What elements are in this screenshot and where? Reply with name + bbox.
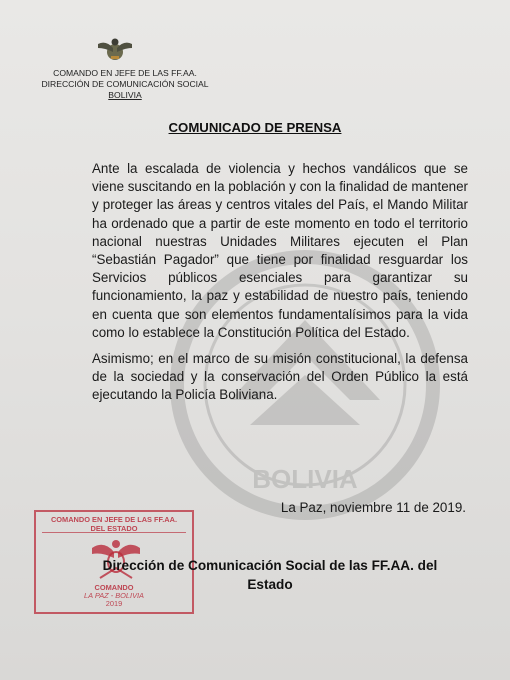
document-date: La Paz, noviembre 11 de 2019. [280, 500, 466, 515]
header-line-3: BOLIVIA [108, 90, 142, 100]
document-title-text: COMUNICADO DE PRENSA [168, 120, 342, 135]
signature-block [60, 556, 480, 594]
stamp-line-1: COMANDO EN JEFE DE LAS FF.AA. [50, 515, 178, 524]
document-body [92, 160, 468, 413]
military-eagle-emblem-icon [96, 36, 134, 62]
document-title [0, 120, 510, 135]
issuer-header [30, 68, 220, 101]
stamp-divider [42, 532, 186, 533]
body-paragraph-2: Asimismo; en el marco de su misión constitucional, la defensa de la sociedad y la conservación del Orden Público la está ejecutando la Policía Boliviana. [92, 351, 468, 403]
stamp-line-1-group [36, 515, 192, 533]
signature-line-2: Estado [247, 577, 293, 592]
stamp-line-5: 2019 [105, 599, 123, 608]
stamp-line-2: DEL ESTADO [90, 524, 138, 533]
watermark-text: BOLIVIA [252, 464, 358, 494]
signature-line-1: Dirección de Comunicación Social de las FF.AA. del [102, 558, 438, 573]
header-line-2: DIRECCIÓN DE COMUNICACIÓN SOCIAL [41, 79, 209, 89]
stamp-line-3: COMANDO [94, 583, 134, 592]
body-paragraph-1: Ante la escalada de violencia y hechos vandálicos que se viene suscitando en la población y con la finalidad de mantener y proteger las áreas y centros vitales del País, el Mando Militar ha ordenado que a partir de este momento en todo el territorio nacional nuestras Unidades Militares ejecuten el Plan “Sebastián Pagador” que tiene por finalidad resguardar los Servicios públicos esenciales para garantizar su funcionamiento, la paz y estabilidad de nuestro país, teniendo en cuenta que son elementos fundamentalísimos para la vida como lo establece la Constitución Política del Estado. [92, 161, 468, 340]
header-line-1: COMANDO EN JEFE DE LAS FF.AA. [53, 68, 197, 78]
stamp-line-4: LA PAZ - BOLIVIA [84, 591, 144, 600]
